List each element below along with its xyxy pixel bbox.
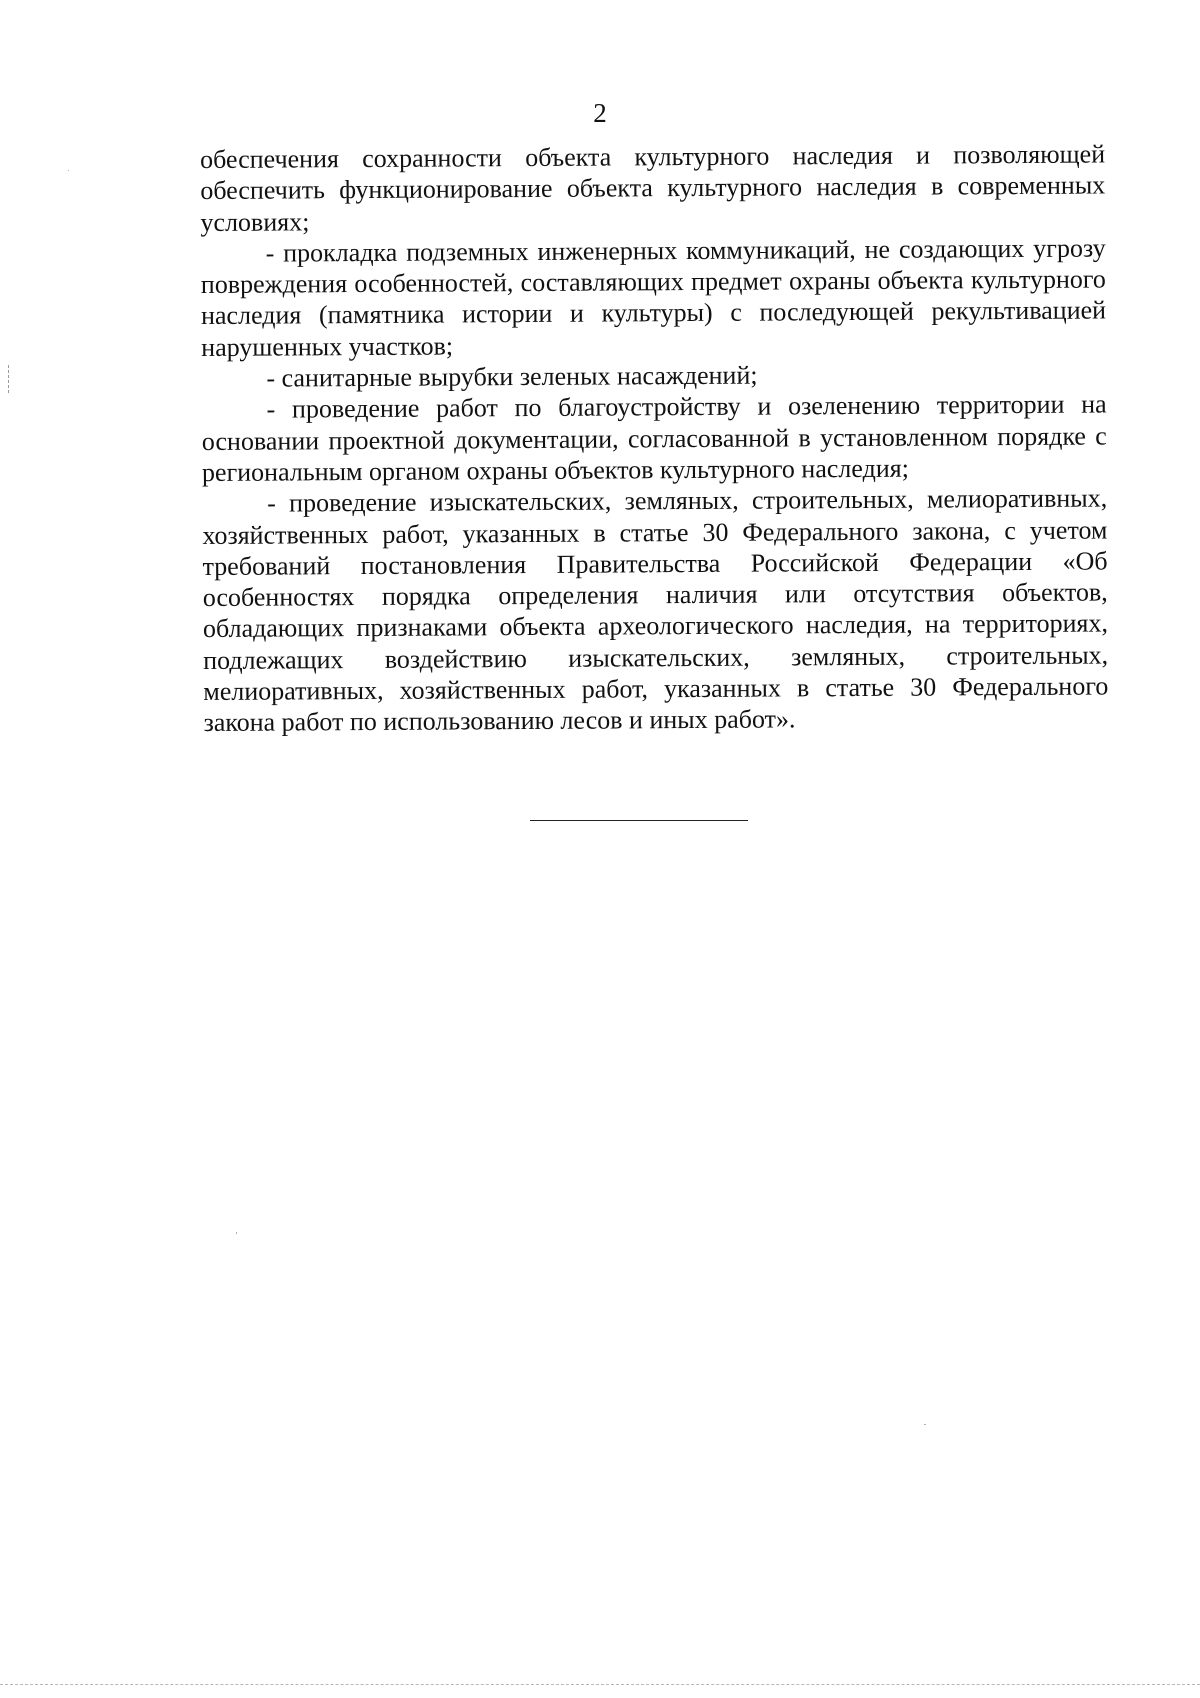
scan-margin-artifact [8, 365, 11, 393]
paragraph-landscaping-works: - проведение работ по благоустройству и озеленению территории на основании проектной документации, согласованной в установленном порядке с региональным органом охраны объектов культурного наследия; [201, 389, 1107, 487]
end-of-text-rule [530, 820, 748, 821]
page-number: 2 [593, 98, 607, 128]
document-body [200, 138, 1109, 738]
paragraph-underground-utilities: - прокладка подземных инженерных коммуникаций, не создающих угрозу повреждения особенностей, составляющих предмет охраны объекта культурного наследия (памятника истории и культуры) с последующей рекультивацией нарушенных участков; [200, 233, 1107, 362]
scan-speck [236, 1232, 237, 1234]
scan-bottom-edge [0, 1684, 1200, 1685]
paragraph-survey-works: - проведение изыскательских, земляных, строительных, мелиоративных, хозяйственных работ, указанных в статье 30 Федерального закона, с учетом требований постановления Правительства Российской Федерации «Об особенностях порядка определения наличия или отсутствия объектов, обладающих признаками объекта археологического наследия, на территориях, подлежащих воздействию изыскательских, земляных, строительных, мелиоративных, хозяйственных работ, указанных в статье 30 Федерального закона работ по использованию лесов и иных работ». [202, 483, 1109, 738]
scan-speck [924, 1424, 926, 1425]
paragraph-sanitary-cutting: - санитарные вырубки зеленых насаждений; [266, 360, 758, 393]
paragraph-continuation: обеспечения сохранности объекта культурного наследия и позволяющей обеспечить функционирование объекта культурного наследия в современных условиях; [200, 139, 1106, 237]
scan-speck [68, 170, 69, 171]
